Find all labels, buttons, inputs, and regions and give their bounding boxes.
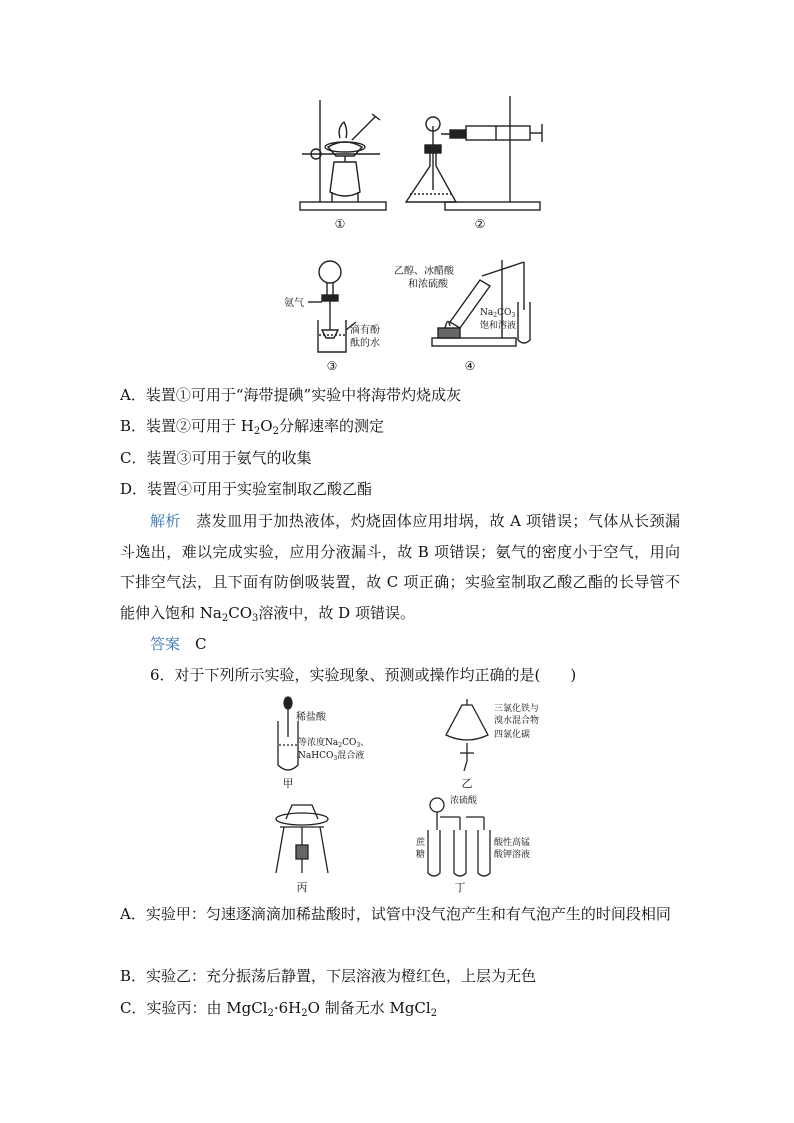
label-kmno4-2: 酸钾溶液 xyxy=(494,850,531,860)
q6-option-c: C．实验丙：由 $MgCl_2\cdot 6H_2O$ 制备无水 MgCl$_2$ xyxy=(120,999,438,1019)
label-fecl3-2: 溴水混合物 xyxy=(494,716,540,726)
experiments-drawing xyxy=(262,695,552,895)
label-water-phenol-1: 滴有酚 xyxy=(350,325,380,336)
label-reagents-2: 和浓硫酸 xyxy=(408,279,448,290)
label-reagents-1: 乙醇、冰醋酸 xyxy=(394,266,454,277)
label-ccl4: 四氯化碳 xyxy=(494,730,531,740)
label-circled-1: ① xyxy=(334,217,346,231)
q5-analysis: 解析 蒸发皿用于加热液体，灼烧固体应用坩埚，故 A 项错误；气体从长颈漏斗逸出，难以完成实验，应用分液漏斗，故 B 项错误；氨气的密度小于空气，用向下排空气法，且下面有防倒吸装置，故 C 项正确；实验室制取乙酸乙酯的长导管不能伸入饱和 $Na_2CO_3$溶液中，故 D 项错误。 xyxy=(120,512,680,624)
label-sucrose-2: 糖 xyxy=(416,850,426,860)
q5-answer: 答案 C xyxy=(150,635,207,653)
label-dilute-hcl: 稀盐酸 xyxy=(296,712,326,723)
label-circled-2: ② xyxy=(474,217,486,231)
label-nahco3: NaHCO$_3$混合液 xyxy=(298,751,365,762)
q6-option-b: B．实验乙：充分振荡后静置，下层溶液为橙红色，上层为无色 xyxy=(120,967,537,985)
label-kmno4-1: 酸性高锰 xyxy=(494,838,531,848)
label-water-phenol-2: 酞的水 xyxy=(350,338,380,349)
label-fecl3-1: 三氯化铁与 xyxy=(494,704,540,714)
label-conc-h2so4: 浓硫酸 xyxy=(450,796,478,806)
q5-option-b: B．装置②可用于 $H_2O_2$分解速率的测定 xyxy=(120,417,384,437)
label-circled-4: ④ xyxy=(464,359,476,373)
figure-experiments-jia-yi-bing-ding xyxy=(262,695,552,895)
label-yi: 乙 xyxy=(461,777,473,790)
label-na2co3: $Na_2CO_3$ xyxy=(480,308,516,319)
apparatus-drawing xyxy=(284,90,550,375)
label-equal-conc: 等浓度$Na_2CO_3$、 xyxy=(298,738,370,749)
label-saturated: 饱和溶液 xyxy=(480,321,517,331)
label-ding: 丁 xyxy=(454,881,466,894)
figure-apparatus-1-4 xyxy=(284,90,550,375)
analysis-label: 解析 xyxy=(150,512,181,530)
q5-option-a: A．装置①可用于“海带提碘”实验中将海带灼烧成灰 xyxy=(120,386,462,404)
label-circled-3: ③ xyxy=(326,359,338,373)
label-sucrose-1: 蔗 xyxy=(416,838,426,848)
q5-option-c: C．装置③可用于氨气的收集 xyxy=(120,449,312,467)
label-jia: 甲 xyxy=(282,777,294,790)
q6-option-a: A．实验甲：匀速逐滴滴加稀盐酸时，试管中没气泡产生和有气泡产生的时间段相同 xyxy=(120,905,671,923)
label-bing: 丙 xyxy=(296,881,308,894)
q5-option-d: D．装置④可用于实验室制取乙酸乙酯 xyxy=(120,480,373,498)
answer-label: 答案 xyxy=(150,635,181,653)
label-ammonia: 氨气 xyxy=(284,298,304,309)
q6-stem: 6．对于下列所示实验，实验现象、预测或操作均正确的是( ) xyxy=(150,666,577,684)
